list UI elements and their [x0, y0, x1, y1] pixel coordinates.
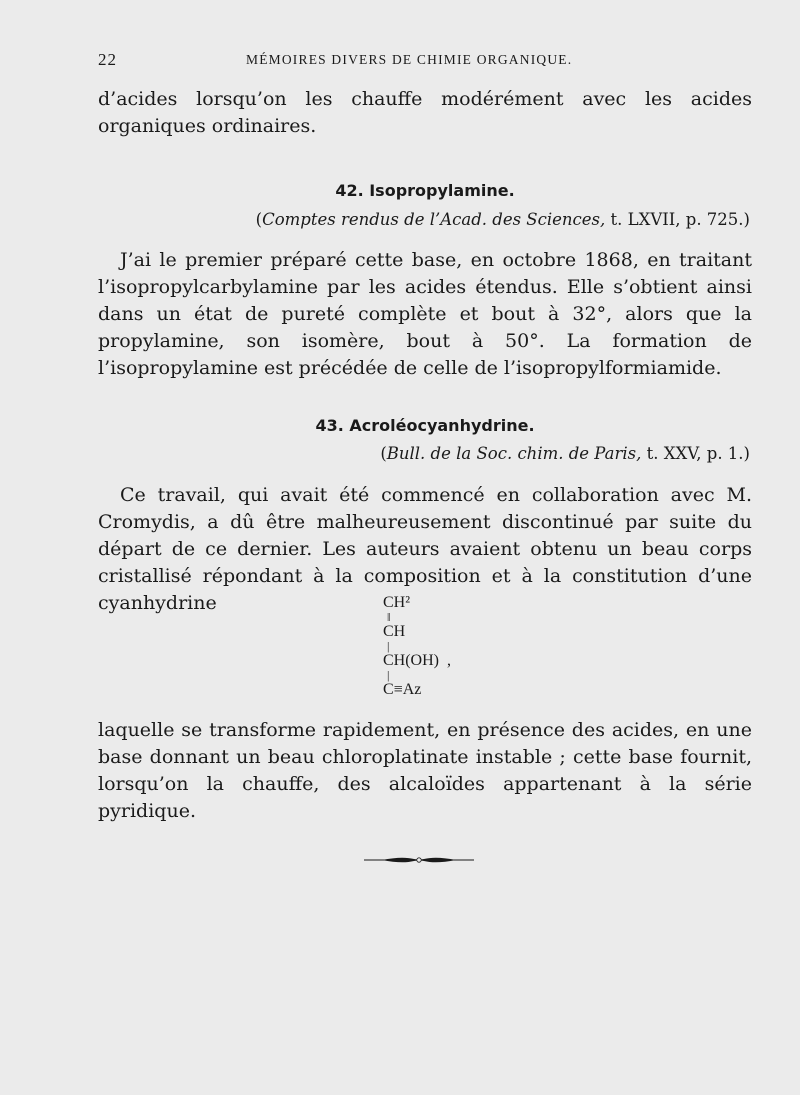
formula-group-ch: CH: [383, 623, 406, 640]
page-number: 22: [98, 50, 117, 69]
formula-group-cn: C≡Az: [383, 681, 422, 698]
section-reference-43: [98, 444, 752, 463]
formula-group-choh: CH(OH): [383, 652, 439, 669]
formula-line: [383, 681, 503, 710]
page-header: [98, 50, 750, 74]
single-bond: |: [387, 668, 390, 682]
formula-comma: ,: [447, 652, 451, 669]
double-bond: ‖: [387, 610, 391, 624]
running-title: MÉMOIRES DIVERS DE CHIMIE ORGANIQUE.: [246, 52, 573, 67]
single-bond: |: [387, 639, 390, 653]
section-heading-42: 42. Isopropylamine.: [335, 181, 515, 200]
formula-line: [383, 594, 503, 623]
reference-volume: t. XXV, p. 1.): [641, 444, 750, 463]
chemical-formula: [383, 594, 503, 710]
section-heading-43: 43. Acroléocyanhydrine.: [315, 416, 535, 435]
intro-paragraph: d’acides lorsqu’on les chauffe modérément avec les acides organiques ordinaires.: [98, 88, 752, 137]
formula-group-ch2: CH²: [383, 594, 411, 611]
ornament-center: [417, 858, 421, 862]
reference-journal: Comptes rendus de l’Acad. des Sciences,: [262, 210, 606, 229]
section-paragraph-42: J’ai le premier préparé cette base, en octobre 1868, en traitant l’isopropylcarbylamine par les acides étendus. Elle s’obtient ainsi dans un état de pureté complète et bout à 32°, alors que la propylamine, son isomère, bout à 50°. La formation de l’isopropylamine est précédée de celle de l’isopropylformiamide.: [98, 249, 752, 379]
formula-line: [383, 623, 503, 652]
reference-open-paren: (: [380, 444, 387, 463]
reference-open-paren: (: [255, 210, 263, 229]
end-ornament: [362, 852, 476, 868]
section-paragraph-43b: laquelle se transforme rapidement, en présence des acides, en une base donnant un beau chloroplatinate instable ; cette base fournit, lorsqu’on la chauffe, des alcaloïdes appartenant à la série pyridique.: [98, 719, 752, 822]
reference-volume: t. LXVII, p. 725.): [605, 210, 750, 229]
section-paragraph-43a: Ce travail, qui avait été commencé en collaboration avec M. Cromydis, a dû être malheureusement discontinué par suite du départ de ce dernier. Les auteurs avaient obtenu un beau corps cristallisé répondant à la composition et à la constitution d’une cyanhydrine: [98, 484, 752, 614]
section-reference-42: [98, 210, 752, 229]
reference-journal: Bull. de la Soc. chim. de Paris,: [386, 444, 642, 463]
formula-line: [383, 652, 503, 681]
